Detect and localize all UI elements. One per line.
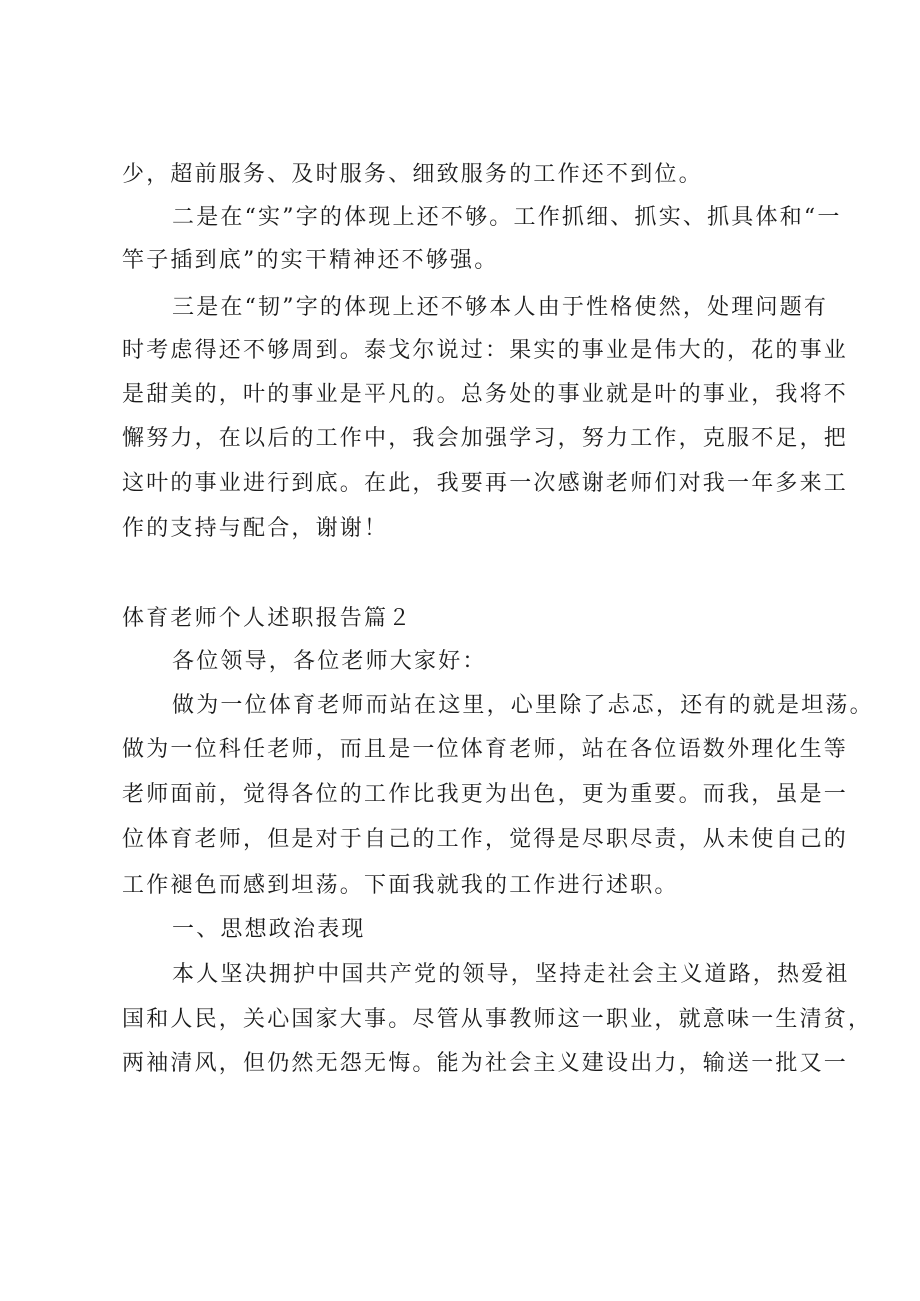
- paragraph-line: 做为一位体育老师而站在这里，心里除了忐忑，还有的就是坦荡。: [172, 693, 874, 718]
- paragraph-line: 做为一位科任老师，而且是一位体育老师，站在各位语数外理化生等: [122, 737, 849, 762]
- paragraph-line: 少，超前服务、及时服务、细致服务的工作还不到位。: [122, 162, 703, 187]
- paragraph-line: 工作褪色而感到坦荡。下面我就我的工作进行述职。: [122, 873, 679, 898]
- paragraph-line: 懈努力，在以后的工作中，我会加强学习，努力工作，克服不足，把: [122, 426, 849, 451]
- paragraph-line: 竿子插到底”的实干精神还不够强。: [122, 248, 499, 273]
- paragraph-line: 位体育老师，但是对于自己的工作，觉得是尽职尽责，从未使自己的: [122, 827, 849, 852]
- paragraph-line: 作的支持与配合，谢谢！: [122, 516, 389, 541]
- paragraph-line: 本人坚决拥护中国共产党的领导，坚持走社会主义道路，热爱祖: [172, 962, 850, 987]
- subsection-heading: 一、思想政治表现: [172, 917, 366, 942]
- paragraph-line: 三是在“韧”字的体现上还不够本人由于性格使然，处理问题有: [172, 295, 829, 320]
- section-heading: 体育老师个人述职报告篇２: [122, 606, 413, 631]
- paragraph-line: 国和人民，关心国家大事。尽管从事教师这一职业，就意味一生清贫，: [122, 1007, 873, 1032]
- paragraph-line: 老师面前，觉得各位的工作比我更为出色，更为重要。而我，虽是一: [122, 782, 849, 807]
- paragraph-line: 两袖清风，但仍然无怨无悔。能为社会主义建设出力，输送一批又一: [122, 1051, 849, 1076]
- paragraph-line: 是甜美的，叶的事业是平凡的。总务处的事业就是叶的事业，我将不: [122, 382, 849, 407]
- paragraph-line: 二是在“实”字的体现上还不够。工作抓细、抓实、抓具体和“一: [172, 205, 842, 230]
- paragraph-line: 这叶的事业进行到底。在此，我要再一次感谢老师们对我一年多来工: [122, 471, 849, 496]
- paragraph-line: 各位领导，各位老师大家好：: [172, 649, 487, 674]
- paragraph-line: 时考虑得还不够周到。泰戈尔说过：果实的事业是伟大的，花的事业: [122, 338, 849, 363]
